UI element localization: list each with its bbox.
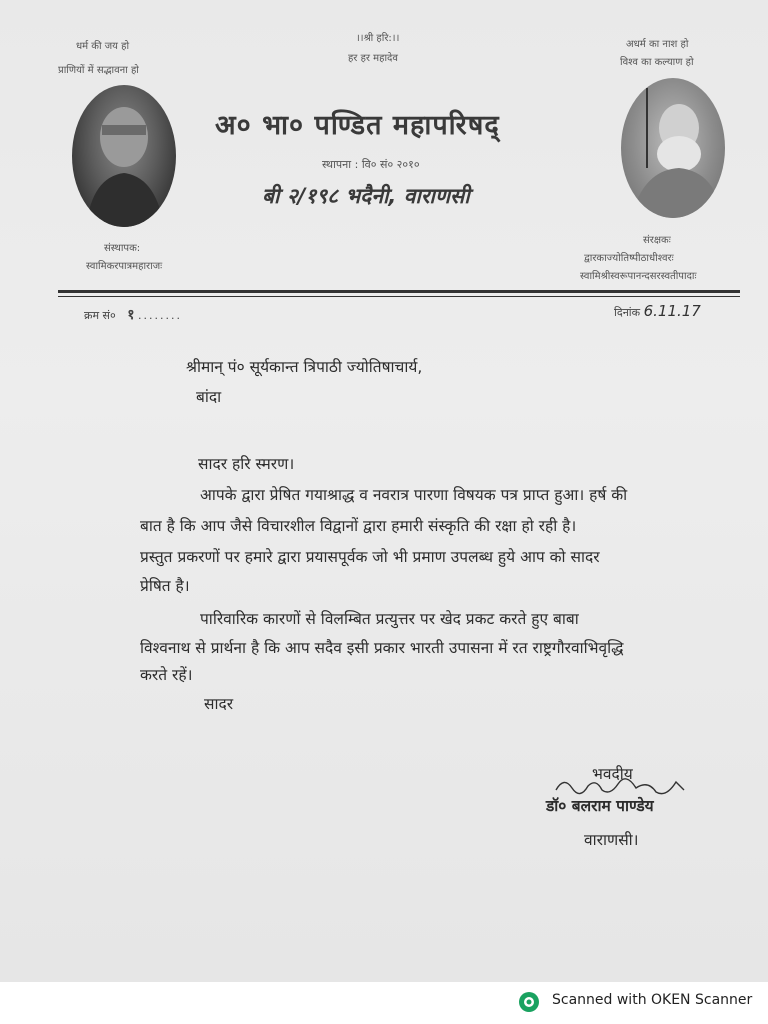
- paragraph1-line1: आपके द्वारा प्रेषित गयाश्राद्ध व नवरात्र पारणा विषयक पत्र प्राप्त हुआ। हर्ष की: [200, 486, 628, 504]
- letter-date: [614, 302, 701, 320]
- signatory-place: वाराणसी।: [584, 831, 639, 849]
- paragraph2-line3: करते रहें।: [140, 666, 193, 684]
- reference-value: १: [127, 307, 135, 323]
- founder-portrait: [72, 85, 176, 227]
- right-motto-line2: विश्व का कल्याण हो: [620, 57, 694, 68]
- paragraph1-line4: प्रेषित है।: [140, 577, 190, 595]
- patron-caption-label: संरक्षकः: [643, 235, 671, 246]
- patron-portrait: [621, 78, 725, 218]
- closing: सादर: [204, 695, 234, 713]
- header-rule-thin: [58, 296, 740, 297]
- scanner-logo-icon: [518, 991, 540, 1013]
- paragraph1-line2: बात है कि आप जैसे विचारशील विद्वानों द्वारा हमारी संस्कृति की रक्षा हो रही है।: [140, 517, 577, 535]
- left-motto-line2: प्राणियों में सद्भावना हो: [58, 65, 139, 76]
- recipient-name: श्रीमान् पं० सूर्यकान्त त्रिपाठी ज्योतिषाचार्य,: [186, 358, 423, 376]
- paragraph2-line2: विश्वनाथ से प्रार्थना है कि आप सदैव इसी प्रकार भारती उपासना में रत राष्ट्रगौरवाभिवृद्धि: [140, 639, 624, 657]
- paragraph1-line3: प्रस्तुत प्रकरणों पर हमारे द्वारा प्रयासपूर्वक जो भी प्रमाण उपलब्ध हुये आप को सादर: [140, 548, 600, 566]
- date-label: दिनांक: [614, 306, 641, 319]
- organization-address: बी २/१९८ भदैनी, वाराणसी: [262, 184, 470, 208]
- paragraph2-line1: पारिवारिक कारणों से विलम्बित प्रत्युत्तर पर खेद प्रकट करते हुए बाबा: [200, 610, 579, 628]
- sign-off: भवदीय: [592, 765, 633, 783]
- reference-number: क्रम सं० १ ........: [84, 307, 182, 323]
- date-value: 6.11.17: [643, 302, 701, 320]
- organization-title: अ० भा० पण्डित महापरिषद्: [215, 110, 500, 141]
- reference-label: क्रम सं०: [84, 309, 116, 322]
- recipient-place: बांदा: [196, 388, 222, 406]
- founder-caption-label: संस्थापक:: [104, 243, 141, 254]
- salutation: सादर हरि स्मरण।: [198, 455, 295, 473]
- header-rule-thick: [58, 290, 740, 293]
- patron-caption-title: द्वारकाज्योतिष्पीठाधीश्वरः: [584, 253, 674, 264]
- founder-caption-name: स्वामिकरपात्रमहाराजः: [86, 261, 163, 272]
- patron-caption-name: स्वामिश्रीस्वरूपानन्दसरस्वतीपादाः: [580, 271, 697, 282]
- right-motto-line1: अधर्म का नाश हो: [626, 39, 689, 50]
- founding-date: स्थापना : वि० सं० २०१०: [322, 158, 420, 171]
- scanner-label: Scanned with OKEN Scanner: [552, 992, 753, 1008]
- center-invocation-line1: ।।श्री हरि:।।: [356, 33, 400, 44]
- center-invocation-line2: हर हर महादेव: [348, 53, 398, 64]
- left-motto-line1: धर्म की जय हो: [76, 41, 130, 52]
- signatory-name: डॉ० बलराम पाण्डेय: [546, 797, 654, 815]
